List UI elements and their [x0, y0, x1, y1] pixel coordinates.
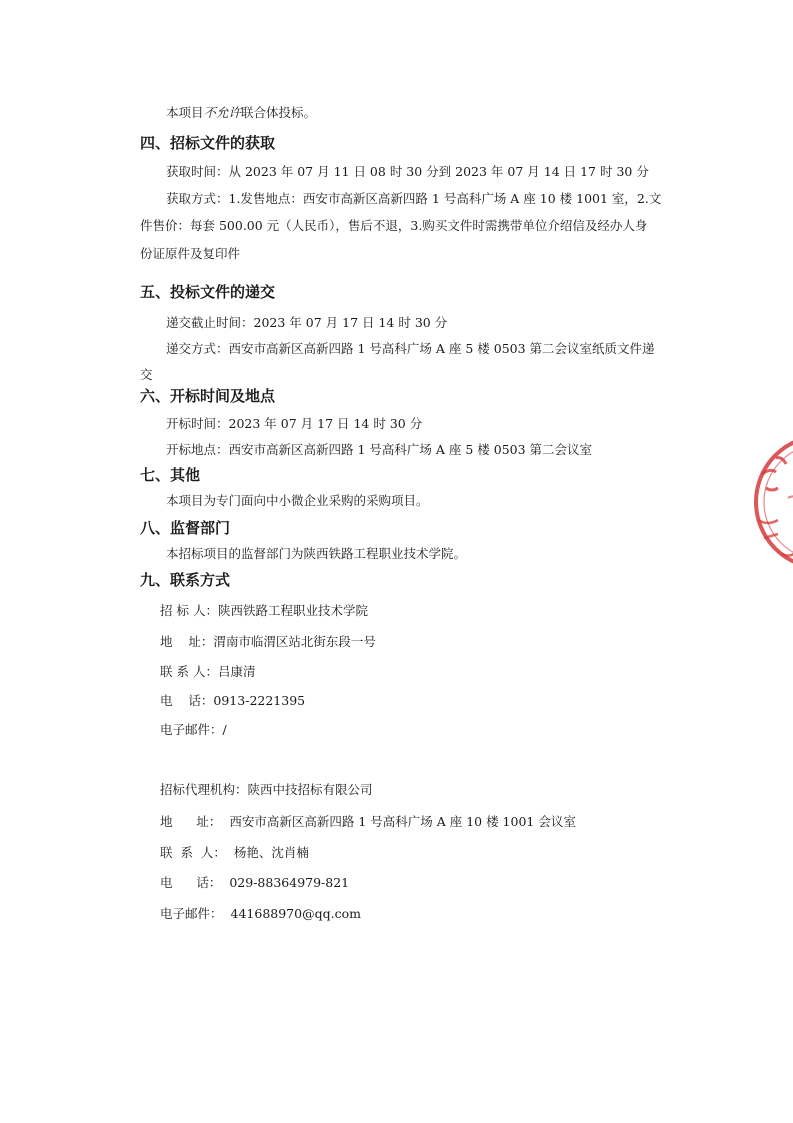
buyer-email-label: 电子邮件：: [160, 722, 223, 737]
intro-emphasis: 不允许: [203, 105, 242, 120]
section-4-line-4: 份证原件及复印件: [140, 246, 241, 261]
agency-email-row: [160, 906, 361, 922]
agency-contact-label: 联 系 人：: [160, 845, 226, 860]
section-5-heading: 五、投标文件的递交: [140, 283, 276, 301]
section-7-heading: 七、其他: [140, 466, 201, 484]
section-4-heading: 四、招标文件的获取: [140, 134, 276, 152]
agency-address: 西安市高新区高新四路 1 号高科广场 A 座 10 楼 1001 会议室: [229, 814, 576, 829]
section-4-line-1: 获取时间：从 2023 年 07 月 11 日 08 时 30 分到 2023 年 07 月 14 日 17 时 30 分: [166, 164, 649, 179]
buyer-phone-label: 电 话：: [160, 693, 214, 708]
section-5-line-2: 递交方式：西安市高新区高新四路 1 号高科广场 A 座 5 楼 0503 第二会议室纸质文件递: [166, 341, 655, 356]
agency-name: 陕西中技招标有限公司: [247, 782, 373, 797]
section-8-heading: 八、监督部门: [140, 519, 231, 537]
agency-name-label: 招标代理机构：: [160, 782, 248, 797]
agency-contact-row: [160, 845, 309, 861]
agency-phone-row: [160, 875, 349, 891]
buyer-name-label: 招 标 人：: [160, 603, 218, 618]
intro-line: [166, 105, 316, 121]
section-5-line-1: 递交截止时间：2023 年 07 月 17 日 14 时 30 分: [166, 315, 448, 330]
agency-email: 441688970@qq.com: [230, 906, 361, 921]
agency-address-label: 地 址：: [160, 814, 222, 829]
section-4-line-3: 件售价：每套 500.00 元（人民币），售后不退，3.购买文件时需携带单位介绍信及经办人身: [140, 218, 648, 233]
buyer-contact-row: [160, 664, 255, 680]
buyer-phone: 0913-2221395: [213, 693, 306, 708]
agency-name-row: [160, 782, 373, 798]
section-7-line-1: 本项目为专门面向中小微企业采购的采购项目。: [166, 493, 429, 508]
buyer-email: /: [222, 722, 227, 737]
intro-prefix: 本项目: [166, 105, 204, 120]
buyer-contact: 吕康清: [217, 664, 256, 679]
agency-contact: 杨艳、沈肖楠: [233, 845, 309, 860]
section-6-heading: 六、开标时间及地点: [140, 387, 276, 405]
agency-phone-label: 电 话：: [160, 875, 222, 890]
buyer-address-row: [160, 634, 376, 650]
section-4-line-2: 获取方式：1.发售地点：西安市高新区高新四路 1 号高科广场 A 座 10 楼 1001 室，2.文: [166, 191, 662, 206]
section-5-line-3: 交: [140, 367, 153, 382]
agency-email-label: 电子邮件：: [160, 906, 223, 921]
buyer-name: 陕西铁路工程职业技术学院: [217, 603, 368, 618]
section-8-line-1: 本招标项目的监督部门为陕西铁路工程职业技术学院。: [166, 546, 467, 561]
official-seal-image: [748, 428, 793, 578]
agency-address-row: [160, 814, 576, 830]
buyer-contact-label: 联 系 人：: [160, 664, 218, 679]
agency-phone: 029-88364979-821: [229, 875, 350, 890]
buyer-email-row: [160, 722, 227, 738]
section-6-line-2: 开标地点：西安市高新区高新四路 1 号高科广场 A 座 5 楼 0503 第二会议室: [166, 442, 593, 457]
buyer-address: 渭南市临渭区站北街东段一号: [213, 634, 376, 649]
intro-suffix: 联合体投标。: [241, 105, 317, 120]
buyer-phone-row: [160, 693, 305, 709]
section-6-line-1: 开标时间：2023 年 07 月 17 日 14 时 30 分: [166, 416, 423, 431]
section-9-heading: 九、联系方式: [140, 571, 231, 589]
buyer-address-label: 地 址：: [160, 634, 214, 649]
buyer-name-row: [160, 603, 368, 619]
